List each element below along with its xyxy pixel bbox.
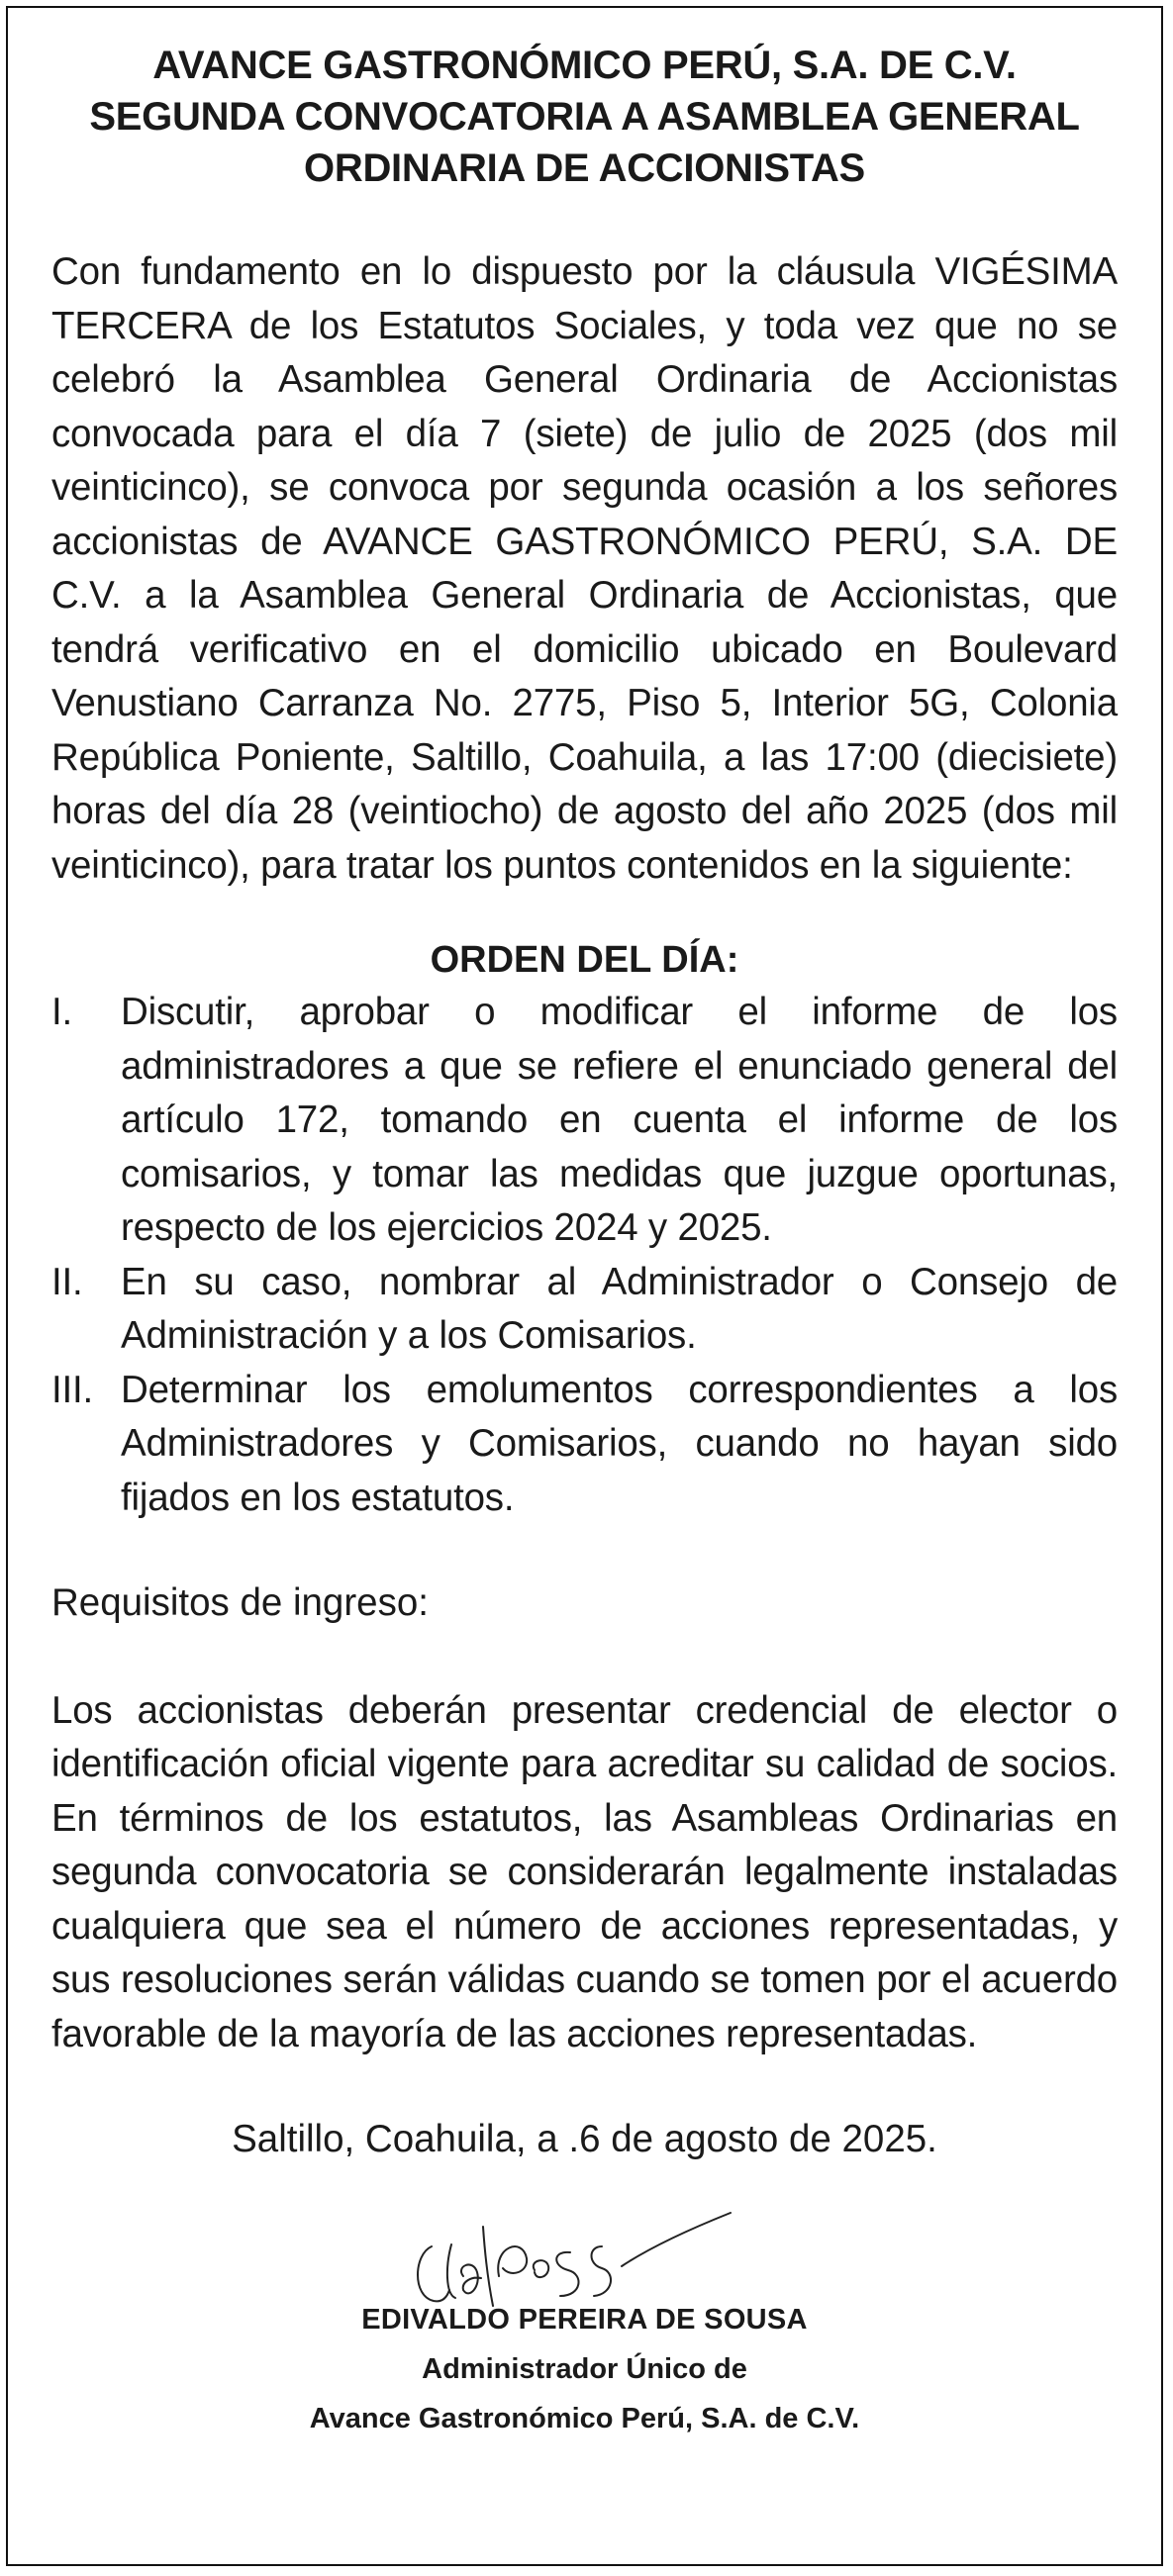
orden-del-dia-heading: ORDEN DEL DÍA: xyxy=(430,939,739,981)
item-number: II. xyxy=(51,1260,83,1303)
orden-del-dia-list xyxy=(51,986,1118,1525)
signatory-name: EDIVALDO PEREIRA DE SOUSA xyxy=(361,2303,808,2336)
requisitos-heading: Requisitos de ingreso: xyxy=(51,1581,429,1624)
signatory-company: Avance Gastronómico Perú, S.A. de C.V. xyxy=(309,2402,860,2434)
title-line-3: ORDINARIA DE ACCIONISTAS xyxy=(304,146,865,190)
intro-paragraph: Con fundamento en lo dispuesto por la cláusula VIGÉSIMA TERCERA de los Estatutos Sociales, y toda vez que no se celebró la Asamblea General Ordinaria de Accionistas convocada para el día 7 (siete) de julio de 2025 (dos mil veinticinco), se convoca por segunda ocasión a los señores accionistas de AVANCE GASTRONÓMICO PERÚ, S.A. DE C.V. a la Asamblea General Ordinaria de Accionistas, que tendrá verificativo en el domicilio ubicado en Boulevard Venustiano Carranza No. 2775, Piso 5, Interior 5G, Colonia República Poniente, Saltillo, Coahuila, a las 17:00 (diecisiete) horas del día 28 (veintiocho) de agosto del año 2025 (dos mil veinticinco), para tratar los puntos contenidos en la siguiente: xyxy=(51,250,1118,887)
notice-frame xyxy=(6,6,1163,2566)
item-text: Determinar los emolumentos correspondientes a los Administradores y Comisarios, cuando no hayan sido fijados en los estatutos. xyxy=(121,1368,1118,1519)
title-line-2: SEGUNDA CONVOCATORIA A ASAMBLEA GENERAL xyxy=(89,95,1080,139)
list-item xyxy=(51,1256,1118,1364)
signature-block xyxy=(8,2207,1161,2504)
list-item xyxy=(51,986,1118,1256)
title-line-1: AVANCE GASTRONÓMICO PERÚ, S.A. DE C.V. xyxy=(152,44,1017,87)
item-number: III. xyxy=(51,1368,93,1411)
item-number: I. xyxy=(51,991,72,1033)
notice-title xyxy=(57,40,1112,194)
item-text: Discutir, aprobar o modificar el informe de los administradores a que se refiere el enunciado general del artículo 172, tomando en cuenta el informe de los comisarios, y tomar las medidas que juzgue oportunas, respecto de los ejercicios 2024 y 2025. xyxy=(121,991,1118,1249)
list-item xyxy=(51,1364,1118,1526)
signatory-role: Administrador Único de xyxy=(422,2352,747,2385)
place-and-date: Saltillo, Coahuila, a .6 de agosto de 2025. xyxy=(232,2118,937,2160)
requisitos-paragraph: Los accionistas deberán presentar credencial de elector o identificación oficial vigente para acreditar su calidad de socios. En términos de los estatutos, las Asambleas Ordinarias en segunda convocatoria se considerarán legalmente instaladas cualquiera que sea el número de acciones representadas, y sus resoluciones serán válidas cuando se tomen por el acuerdo favorable de la mayoría de las acciones representadas. xyxy=(51,1688,1118,2055)
item-text: En su caso, nombrar al Administrador o Consejo de Administración y a los Comisarios. xyxy=(121,1260,1118,1357)
